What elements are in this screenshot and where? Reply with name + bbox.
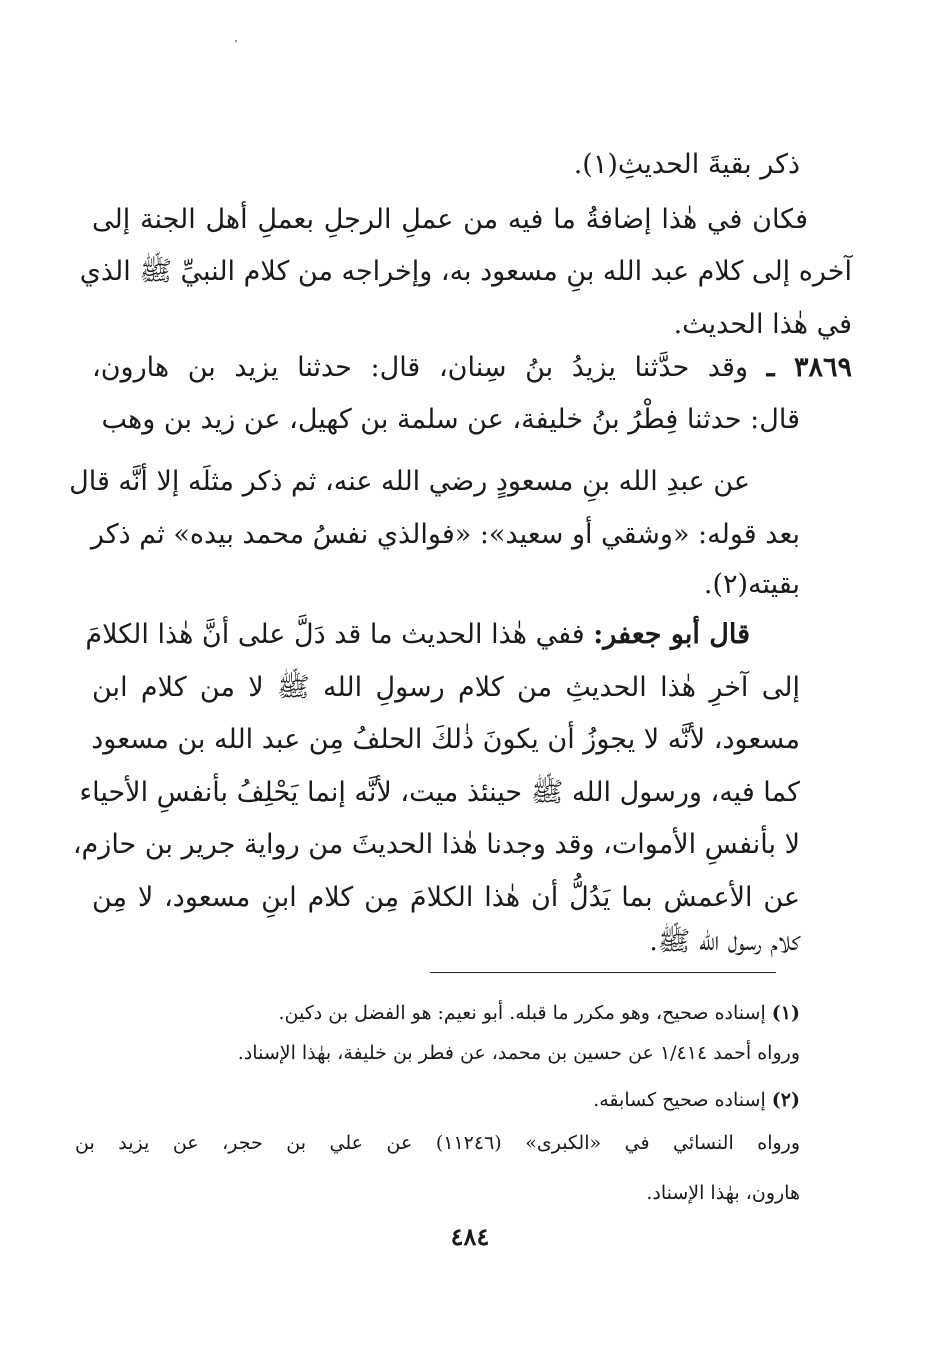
commentary-line-2: إلى آخرِ هٰذا الحديثِ من كلام رسولِ الله ﷺ لا من كلام ابن (92, 672, 800, 703)
footnote-1 (279, 998, 801, 1028)
footnote-1-line-2: ورواه أحمد ١/٤١٤ عن حسين بن محمد، عن فطر بن خليفة، بهٰذا الإسناد. (237, 1042, 800, 1064)
footnote-2-number: (٢) (771, 1089, 800, 1111)
hadith-line-2: قال: حدثنا فِطْرُ بنُ خليفة، عن سلمة بن كهيل، عن زيد بن وهب (101, 404, 800, 435)
commentary-line-5: لا بأنفسِ الأموات، وقد وجدنا هٰذا الحديثَ من رواية جرير بن حازم، (72, 829, 800, 860)
commentary-line-1-text: ففي هٰذا الحديث ما قد دَلَّ على أنَّ هٰذا الكلامَ (85, 619, 585, 650)
footnote-2-line-3: هارون، بهٰذا الإسناد. (646, 1182, 800, 1204)
hadith-number: ٣٨٦٩ ـ (766, 352, 853, 383)
footnote-2 (593, 1085, 800, 1115)
footnote-2-line-2: ورواه النسائي في «الكبرى» (١١٢٤٦) عن علي بن حجر، عن يزيد بن (75, 1132, 800, 1154)
hadith-line-1 (92, 348, 852, 388)
text-line-1: ذكر بقيةَ الحديثِ(١). (573, 149, 800, 180)
footnote-2-text: إسناده صحيح كسابقه. (593, 1089, 766, 1111)
commentary-line-1 (85, 615, 750, 655)
hadith-line-4: بعد قوله: «وشقي أو سعيد»: «فوالذي نفسُ محمد بيده» ثم ذكر (90, 519, 800, 550)
text-line-2: فكان في هٰذا إضافةُ ما فيه من عملِ الرجلِ بعملِ أهل الجنة إلى (92, 204, 808, 235)
commentary-line-3: مسعود، لأنَّه لا يجوزُ أن يكونَ ذٰلكَ الحلفُ مِن عبد الله بن مسعود (91, 724, 800, 755)
commentary-line-4: كما فيه، ورسول الله ﷺ حينئذ ميت، لأنَّه إنما يَحْلِفُ بأنفسِ الأحياء (79, 777, 800, 808)
speaker-label: قال أبو جعفر: (593, 619, 750, 650)
commentary-line-6: عن الأعمش بما يَدُلُّ أن هٰذا الكلامَ مِن كلام ابنِ مسعود، لا مِن (92, 882, 800, 913)
page-number: ٤٨٤ (450, 1222, 490, 1251)
text-line-4: في هٰذا الحديث. (673, 309, 852, 340)
text-line-3: آخره إلى كلام عبد الله بنِ مسعود به، وإخراجه من كلام النبيِّ ﷺ الذي (79, 256, 852, 287)
hadith-line-1-text: وقد حدَّثنا يزيدُ بنُ سِنان، قال: حدثنا يزيد بن هارون، (92, 352, 749, 383)
commentary-line-7: كلام رسول الله ﷺ. (649, 926, 800, 957)
footnote-1-text: إسناده صحيح، وهو مكرر ما قبله. أبو نعيم: هو الفضل بن دكين. (278, 1002, 766, 1024)
hadith-line-5: بقيته(٢). (703, 569, 800, 600)
hadith-line-3: عن عبدِ الله بنِ مسعودٍ رضي الله عنه، ثم ذكر مثلَه إلا أنَّه قال (69, 466, 750, 497)
footnote-divider (430, 972, 776, 973)
scan-speck (235, 40, 237, 42)
footnote-1-number: (١) (771, 1002, 800, 1024)
